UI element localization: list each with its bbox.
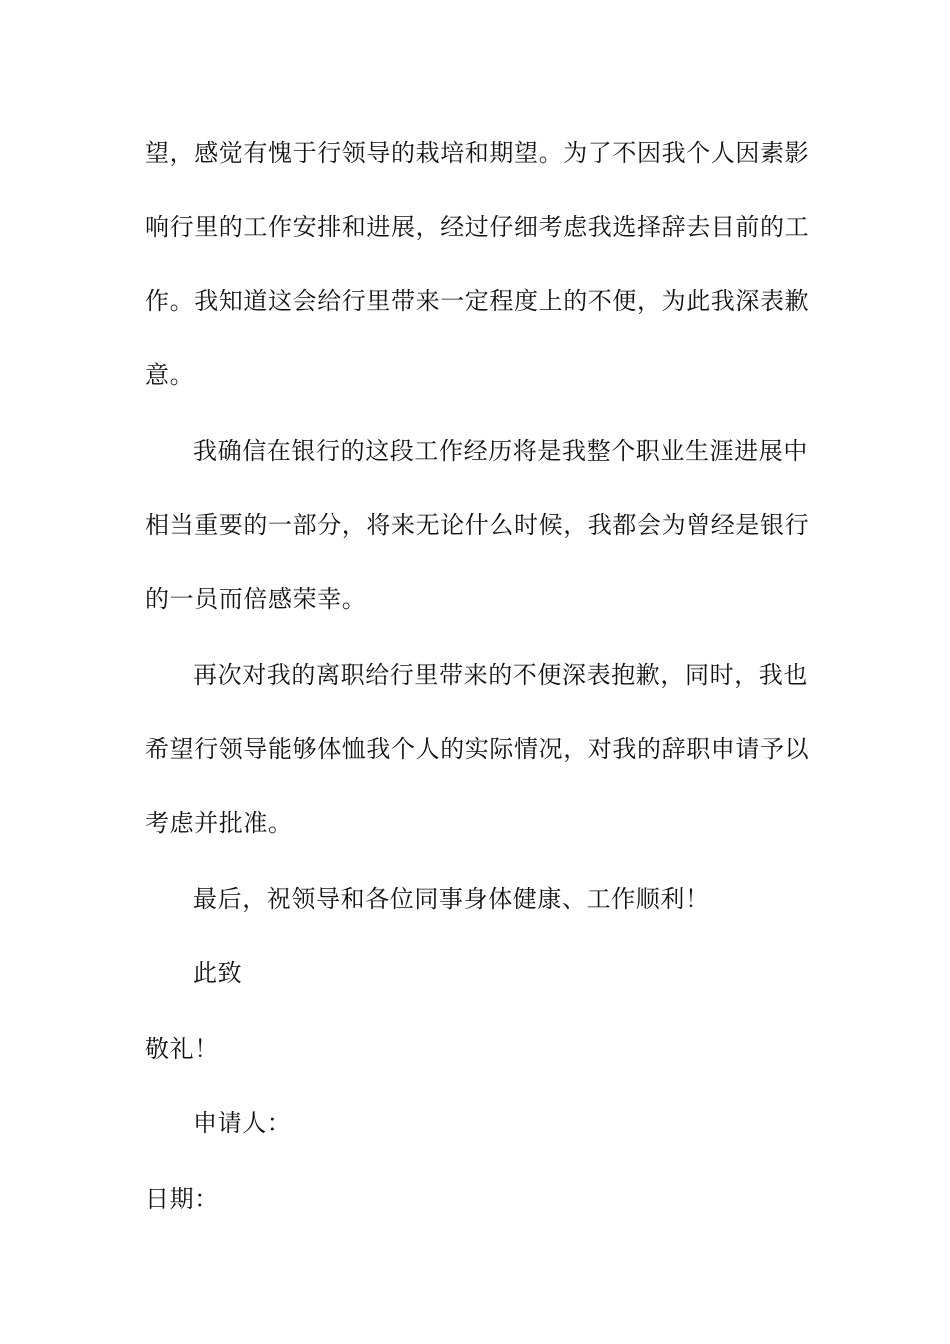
paragraph-line: 的一员而倍感荣幸。: [145, 585, 367, 613]
paragraph-line: 相当重要的一部分，将来无论什么时候，我都会为曾经是银行: [145, 511, 810, 539]
date-line: 日期：: [145, 1185, 219, 1213]
paragraph-line: 意。: [145, 361, 195, 389]
paragraph-line: 作。我知道这会给行里带来一定程度上的不便，为此我深表歉: [145, 287, 810, 315]
paragraph-line: 希望行领导能够体恤我个人的实际情况，对我的辞职申请予以: [145, 735, 810, 763]
paragraph-line: 再次对我的离职给行里带来的不便深表抱歉，同时，我也: [193, 661, 808, 689]
paragraph-line: 考虑并批准。: [145, 809, 293, 837]
paragraph-line: 响行里的工作安排和进展，经过仔细考虑我选择辞去目前的工: [145, 213, 810, 241]
applicant-line: 申请人：: [193, 1109, 292, 1137]
closing-wish-line: 最后，祝领导和各位同事身体健康、工作顺利！: [193, 885, 710, 913]
salutation-line: 此致: [193, 959, 243, 987]
paragraph-line: 望，感觉有愧于行领导的栽培和期望。为了不因我个人因素影: [145, 139, 810, 167]
paragraph-line: 我确信在银行的这段工作经历将是我整个职业生涯进展中: [193, 437, 808, 465]
salutation-line: 敬礼！: [145, 1035, 219, 1063]
